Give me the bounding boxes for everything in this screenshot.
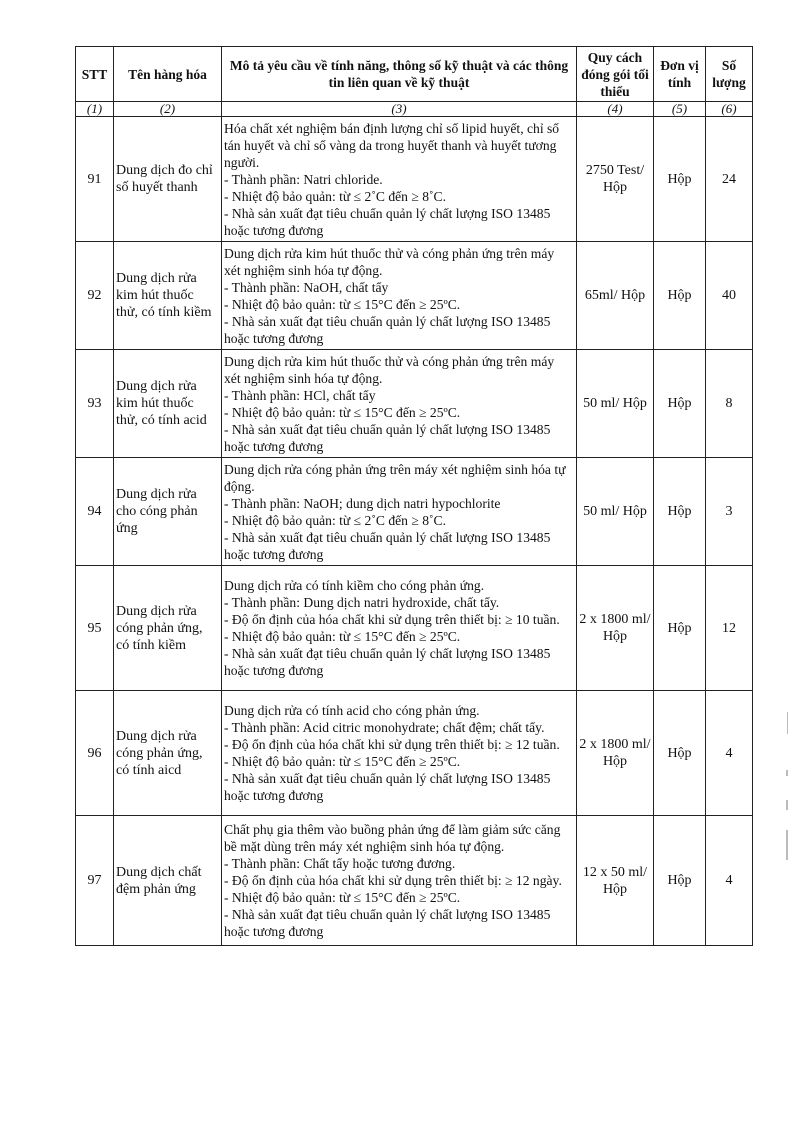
spec-table bbox=[75, 46, 753, 946]
row-description bbox=[222, 242, 577, 350]
column-number: (3) bbox=[222, 102, 577, 117]
column-number: (5) bbox=[654, 102, 706, 117]
description-line: Hóa chất xét nghiệm bán định lượng chỉ số lipid huyết, chỉ số tán huyết và chỉ số vàng da trong huyết thanh và huyết tương người. bbox=[224, 120, 560, 170]
row-packaging: 2 x 1800 ml/ Hộp bbox=[577, 691, 654, 816]
table-row bbox=[76, 566, 753, 691]
column-number: (6) bbox=[706, 102, 753, 117]
row-description bbox=[222, 458, 577, 566]
table-row bbox=[76, 458, 753, 566]
header-stt: STT bbox=[76, 47, 114, 102]
description-line: - Nhiệt độ bảo quản: từ ≤ 2˚C đến ≥ 8˚C. bbox=[224, 188, 447, 204]
row-packaging: 12 x 50 ml/ Hộp bbox=[577, 816, 654, 946]
description-line: - Thành phần: NaOH, chất tẩy bbox=[224, 279, 389, 295]
description-line: - Nhà sản xuất đạt tiêu chuẩn quản lý chất lượng ISO 13485 hoặc tương đương bbox=[224, 771, 551, 803]
row-quantity: 40 bbox=[706, 242, 753, 350]
description-line: - Nhà sản xuất đạt tiêu chuẩn quản lý chất lượng ISO 13485 hoặc tương đương bbox=[224, 313, 551, 346]
row-unit: Hộp bbox=[654, 117, 706, 242]
row-unit: Hộp bbox=[654, 242, 706, 350]
row-item-name: Dung dịch rửa cho cóng phản ứng bbox=[114, 458, 222, 566]
row-description bbox=[222, 566, 577, 691]
row-description bbox=[222, 350, 577, 458]
table-header bbox=[76, 47, 753, 117]
row-unit: Hộp bbox=[654, 458, 706, 566]
scan-mark bbox=[786, 770, 788, 776]
header-item-name: Tên hàng hóa bbox=[114, 47, 222, 102]
header-packaging: Quy cách đóng gói tối thiểu bbox=[577, 47, 654, 102]
header-row bbox=[76, 47, 753, 102]
description-line: Dung dịch rửa có tính kiềm cho cóng phản ứng. bbox=[224, 578, 485, 593]
table-row bbox=[76, 117, 753, 242]
description-line: - Nhà sản xuất đạt tiêu chuẩn quản lý chất lượng ISO 13485 hoặc tương đương bbox=[224, 646, 551, 678]
description-line: Dung dịch rửa kim hút thuốc thử và cóng phản ứng trên máy xét nghiệm sinh hóa tự động. bbox=[224, 353, 555, 386]
description-line: - Thành phần: Dung dịch natri hydroxide, chất tẩy. bbox=[224, 595, 500, 610]
row-item-name: Dung dịch rửa kim hút thuốc thử, có tính kiềm bbox=[114, 242, 222, 350]
description-line: Dung dịch rửa cóng phản ứng trên máy xét nghiệm sinh hóa tự động. bbox=[224, 461, 566, 494]
row-description bbox=[222, 117, 577, 242]
row-quantity: 12 bbox=[706, 566, 753, 691]
row-packaging: 50 ml/ Hộp bbox=[577, 458, 654, 566]
row-description bbox=[222, 816, 577, 946]
row-stt: 93 bbox=[76, 350, 114, 458]
description-line: - Thành phần: Natri chloride. bbox=[224, 171, 383, 187]
description-line: - Thành phần: Acid citric monohydrate; chất đệm; chất tẩy. bbox=[224, 720, 545, 735]
description-line: - Nhiệt độ bảo quản: từ ≤ 15°C đến ≥ 25ºC. bbox=[224, 890, 461, 905]
description-line: - Độ ổn định của hóa chất khi sử dụng trên thiết bị: ≥ 10 tuần. bbox=[224, 612, 560, 627]
row-stt: 91 bbox=[76, 117, 114, 242]
description-line: - Nhiệt độ bảo quản: từ ≤ 15°C đến ≥ 25ºC. bbox=[224, 754, 461, 769]
row-packaging: 2750 Test/ Hộp bbox=[577, 117, 654, 242]
row-item-name: Dung dịch rửa kim hút thuốc thử, có tính acid bbox=[114, 350, 222, 458]
row-description bbox=[222, 691, 577, 816]
scan-mark bbox=[786, 830, 788, 860]
description-line: - Nhiệt độ bảo quản: từ ≤ 15°C đến ≥ 25ºC. bbox=[224, 629, 461, 644]
description-line: - Độ ổn định của hóa chất khi sử dụng trên thiết bị: ≥ 12 ngày. bbox=[224, 873, 562, 888]
row-stt: 92 bbox=[76, 242, 114, 350]
row-quantity: 24 bbox=[706, 117, 753, 242]
row-packaging: 65ml/ Hộp bbox=[577, 242, 654, 350]
table-row bbox=[76, 691, 753, 816]
row-unit: Hộp bbox=[654, 691, 706, 816]
row-stt: 96 bbox=[76, 691, 114, 816]
description-line: - Nhà sản xuất đạt tiêu chuẩn quản lý chất lượng ISO 13485 hoặc tương đương bbox=[224, 205, 551, 238]
scan-mark bbox=[787, 712, 788, 734]
row-stt: 95 bbox=[76, 566, 114, 691]
row-item-name: Dung dịch rửa cóng phản ứng, có tính aicd bbox=[114, 691, 222, 816]
row-unit: Hộp bbox=[654, 816, 706, 946]
column-number-row bbox=[76, 102, 753, 117]
row-quantity: 4 bbox=[706, 691, 753, 816]
description-line: - Nhiệt độ bảo quản: từ ≤ 15°C đến ≥ 25ºC. bbox=[224, 404, 461, 420]
table-row bbox=[76, 350, 753, 458]
row-item-name: Dung dịch đo chỉ số huyết thanh bbox=[114, 117, 222, 242]
row-quantity: 4 bbox=[706, 816, 753, 946]
description-line: Dung dịch rửa kim hút thuốc thử và cóng phản ứng trên máy xét nghiệm sinh hóa tự động. bbox=[224, 245, 555, 278]
row-unit: Hộp bbox=[654, 350, 706, 458]
header-unit: Đơn vị tính bbox=[654, 47, 706, 102]
row-quantity: 3 bbox=[706, 458, 753, 566]
description-line: - Thành phần: Chất tẩy hoặc tương đương. bbox=[224, 856, 456, 871]
description-line: - Nhà sản xuất đạt tiêu chuẩn quản lý chất lượng ISO 13485 hoặc tương đương bbox=[224, 529, 551, 562]
scan-mark bbox=[786, 800, 788, 810]
header-description: Mô tả yêu cầu về tính năng, thông số kỹ thuật và các thông tin liên quan về kỹ thuật bbox=[222, 47, 577, 102]
description-line: - Nhà sản xuất đạt tiêu chuẩn quản lý chất lượng ISO 13485 hoặc tương đương bbox=[224, 907, 551, 939]
row-item-name: Dung dịch chất đệm phản ứng bbox=[114, 816, 222, 946]
description-line: - Độ ổn định của hóa chất khi sử dụng trên thiết bị: ≥ 12 tuần. bbox=[224, 737, 560, 752]
description-line: - Nhiệt độ bảo quản: từ ≤ 15°C đến ≥ 25ºC. bbox=[224, 296, 461, 312]
description-line: - Thành phần: NaOH; dung dịch natri hypochlorite bbox=[224, 495, 501, 511]
table-row bbox=[76, 242, 753, 350]
description-line: Dung dịch rửa có tính acid cho cóng phản ứng. bbox=[224, 703, 480, 718]
column-number: (1) bbox=[76, 102, 114, 117]
table-body bbox=[76, 117, 753, 946]
row-packaging: 50 ml/ Hộp bbox=[577, 350, 654, 458]
description-line: - Nhiệt độ bảo quản: từ ≤ 2˚C đến ≥ 8˚C. bbox=[224, 512, 447, 528]
description-line: Chất phụ gia thêm vào buồng phản ứng để làm giảm sức căng bề mặt dùng trên máy xét nghiệm sinh hóa tự động. bbox=[224, 822, 561, 854]
header-quantity: Số lượng bbox=[706, 47, 753, 102]
row-packaging: 2 x 1800 ml/ Hộp bbox=[577, 566, 654, 691]
row-stt: 94 bbox=[76, 458, 114, 566]
description-line: - Nhà sản xuất đạt tiêu chuẩn quản lý chất lượng ISO 13485 hoặc tương đương bbox=[224, 421, 551, 454]
row-unit: Hộp bbox=[654, 566, 706, 691]
row-quantity: 8 bbox=[706, 350, 753, 458]
row-item-name: Dung dịch rửa cóng phản ứng, có tính kiềm bbox=[114, 566, 222, 691]
row-stt: 97 bbox=[76, 816, 114, 946]
column-number: (4) bbox=[577, 102, 654, 117]
table-row bbox=[76, 816, 753, 946]
column-number: (2) bbox=[114, 102, 222, 117]
description-line: - Thành phần: HCl, chất tẩy bbox=[224, 387, 376, 403]
